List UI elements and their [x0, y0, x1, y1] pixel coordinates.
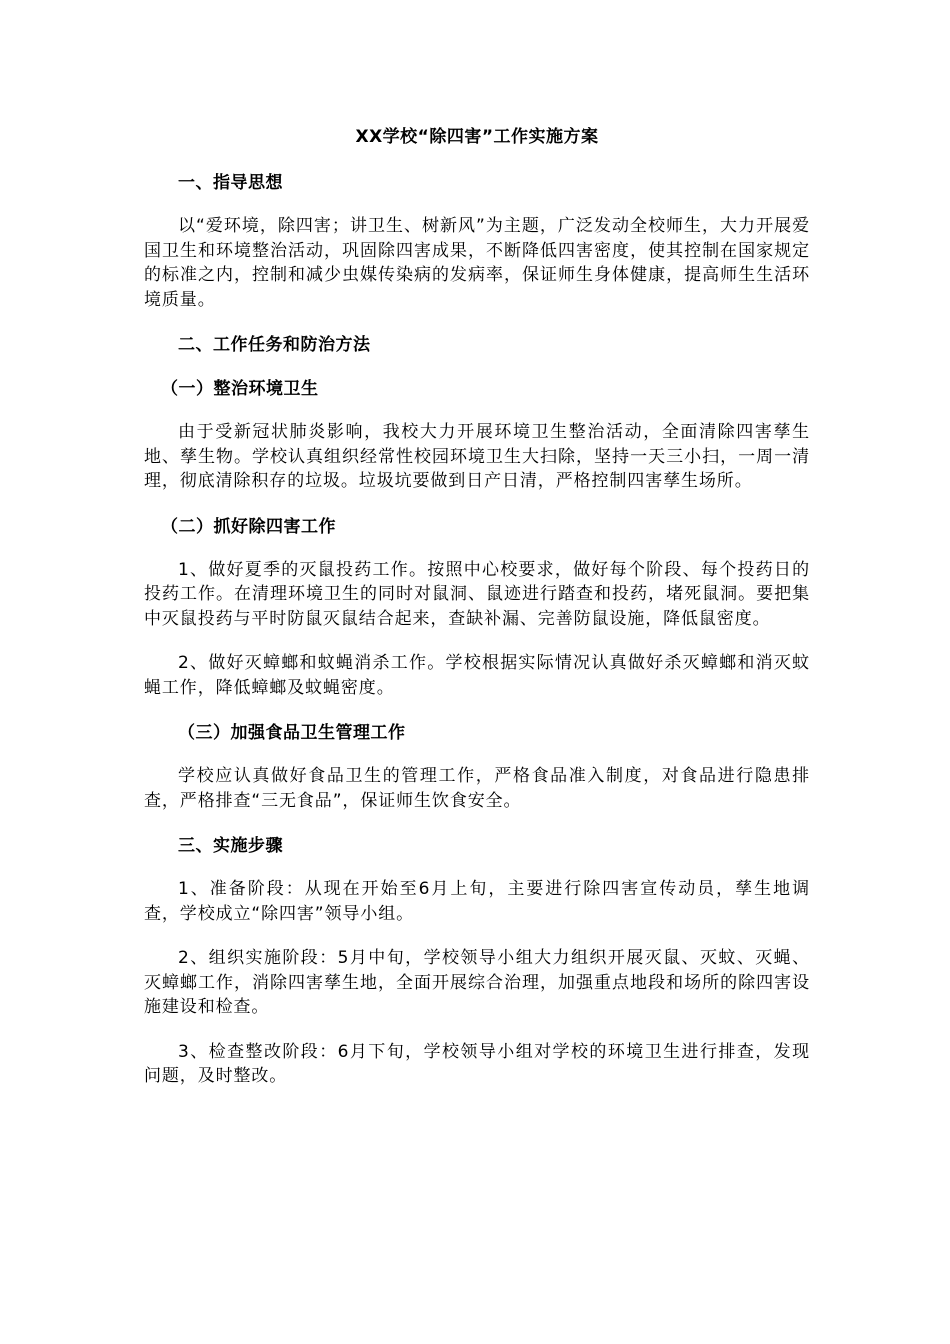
section-heading-tasks-methods: 二、工作任务和防治方法 — [178, 335, 371, 355]
section-heading-steps: 三、实施步骤 — [178, 836, 283, 856]
paragraph-step-inspection: 3、检查整改阶段：6月下旬，学校领导小组对学校的环境卫生进行排查，发现问题，及时整改。 — [144, 1041, 810, 1086]
paragraph-food-hygiene: 学校应认真做好食品卫生的管理工作，严格食品准入制度，对食品进行隐患排查，严格排查“三无食品”，保证师生饮食安全。 — [144, 766, 810, 811]
document-body — [144, 124, 810, 1109]
document-title: XX学校“除四害”工作实施方案 — [355, 127, 599, 147]
subsection-heading-four-pests: （二）抓好除四害工作 — [161, 516, 336, 537]
paragraph-environment: 由于受新冠状肺炎影响，我校大力开展环境卫生整治活动，全面清除四害孳生地、孳生物。学校认真组织经常性校园环境卫生大扫除，坚持一天三小扫，一周一清理，彻底清除积存的垃圾。垃圾坑要做到日产日清，严格控制四害孳生场所。 — [144, 422, 810, 491]
paragraph-guiding-ideology: 以“爱环境，除四害；讲卫生、树新风”为主题，广泛发动全校师生，大力开展爱国卫生和环境整治活动，巩固除四害成果，不断降低四害密度，使其控制在国家规定的标准之内，控制和减少虫媒传染病的发病率，保证师生身体健康，提高师生生活环境质量。 — [144, 216, 810, 310]
paragraph-step-preparation: 1、准备阶段：从现在开始至6月上旬，主要进行除四害宣传动员，孳生地调查，学校成立“除四害”领导小组。 — [144, 879, 810, 924]
subsection-heading-food-hygiene: （三）加强食品卫生管理工作 — [178, 723, 406, 743]
paragraph-rodent-control: 1、做好夏季的灭鼠投药工作。按照中心校要求，做好每个阶段、每个投药日的投药工作。在清理环境卫生的同时对鼠洞、鼠迹进行踏查和投药，堵死鼠洞。要把集中灭鼠投药与平时防鼠灭鼠结合起来，查缺补漏、完善防鼠设施，降低鼠密度。 — [144, 559, 810, 629]
section-heading-guiding-ideology: 一、指导思想 — [178, 173, 283, 193]
paragraph-step-implementation: 2、组织实施阶段：5月中旬，学校领导小组大力组织开展灭鼠、灭蚊、灭蝇、灭蟑螂工作，消除四害孳生地，全面开展综合治理，加强重点地段和场所的除四害设施建设和检查。 — [144, 948, 810, 1017]
paragraph-insect-control: 2、做好灭蟑螂和蚊蝇消杀工作。学校根据实际情况认真做好杀灭蟑螂和消灭蚊蝇工作，降低蟑螂及蚊蝇密度。 — [144, 653, 810, 698]
subsection-heading-environment: （一）整治环境卫生 — [161, 379, 319, 399]
